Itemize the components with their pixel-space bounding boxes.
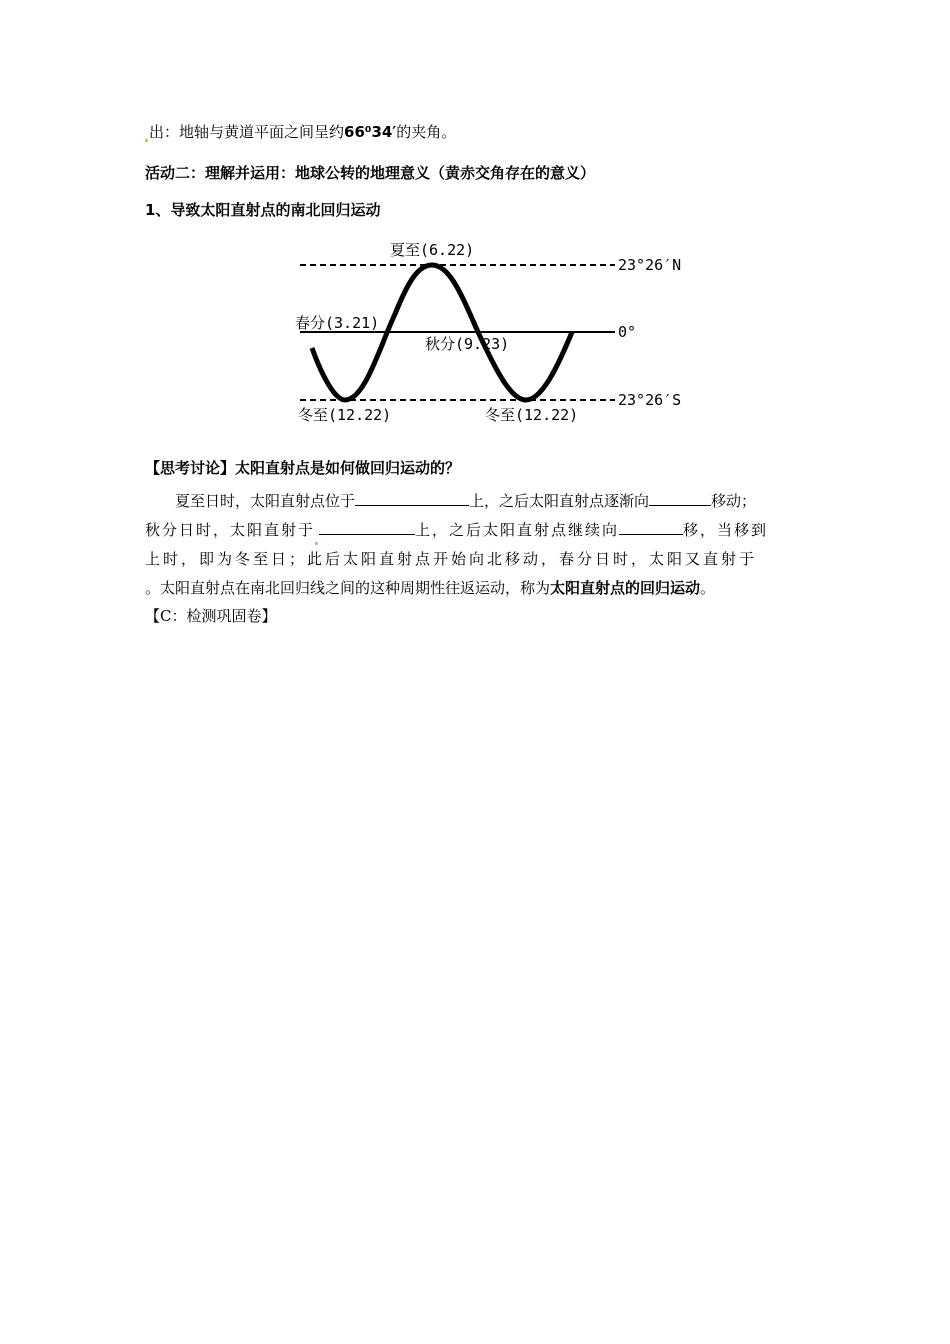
p1-text-c: 移动；	[711, 492, 757, 510]
blank-1[interactable]	[355, 491, 469, 506]
label-south-tropic: 23°26′S	[618, 391, 682, 409]
p2-text-b: 上，之后太阳直射点继续向	[415, 521, 620, 539]
label-spring-equinox: 春分(3.21)	[295, 314, 380, 332]
p2-text-c: 移，当移到	[683, 521, 769, 539]
label-summer-solstice: 夏至(6.22)	[390, 241, 475, 259]
p4-bold-term: 太阳直射点的回归运动	[550, 579, 701, 597]
p1-text-b: 上，之后太阳直射点逐渐向	[469, 492, 650, 510]
label-winter-solstice-2: 冬至(12.22)	[485, 406, 579, 424]
p2-text-a: 秋分日时，太阳直射于	[145, 521, 316, 539]
blank-3[interactable]	[319, 520, 415, 535]
label-winter-solstice-1: 冬至(12.22)	[298, 406, 392, 424]
section-title: 1、导致太阳直射点的南北回归运动	[145, 201, 381, 219]
blank-4[interactable]	[619, 520, 683, 535]
axis-angle-line	[145, 122, 456, 142]
paragraph-line-1	[145, 487, 810, 516]
axis-angle-value: 66⁰34′	[344, 123, 397, 141]
discussion-question: 太阳直射点是如何做回归运动的？	[235, 459, 461, 477]
label-autumn-equinox: 秋分(9.23)	[425, 335, 510, 353]
label-north-tropic: 23°26′N	[618, 256, 682, 274]
paragraph-line-2	[145, 516, 810, 545]
blank-2[interactable]	[649, 491, 711, 506]
discussion-bracket: 【思考讨论】	[145, 459, 236, 477]
discussion-paragraph	[145, 487, 810, 603]
p4-text-c: 。	[700, 579, 716, 597]
section-c-heading: 【C：检测巩固卷】	[145, 607, 277, 625]
paragraph-line-3: 上时，即为冬至日；此后太阳直射点开始向北移动，春分日时，太阳又直射于	[145, 550, 758, 568]
subsolar-point-diagram	[290, 236, 700, 431]
p4-text-a: 。太阳直射点在南北回归线之间的这种周期性往返运动，称为	[145, 579, 551, 597]
paragraph-line-4	[145, 574, 810, 603]
axis-angle-suffix: 的夹角。	[396, 123, 457, 141]
p1-text-a: 夏至日时，太阳直射点位于	[175, 492, 356, 510]
edit-mark	[145, 139, 148, 142]
activity-title: 活动二：理解并运用：地球公转的地理意义（黄赤交角存在的意义）	[145, 164, 596, 182]
discussion-heading	[145, 458, 460, 478]
axis-angle-prefix: 出：地轴与黄道平面之间呈约	[149, 123, 345, 141]
label-equator: 0°	[618, 323, 637, 341]
